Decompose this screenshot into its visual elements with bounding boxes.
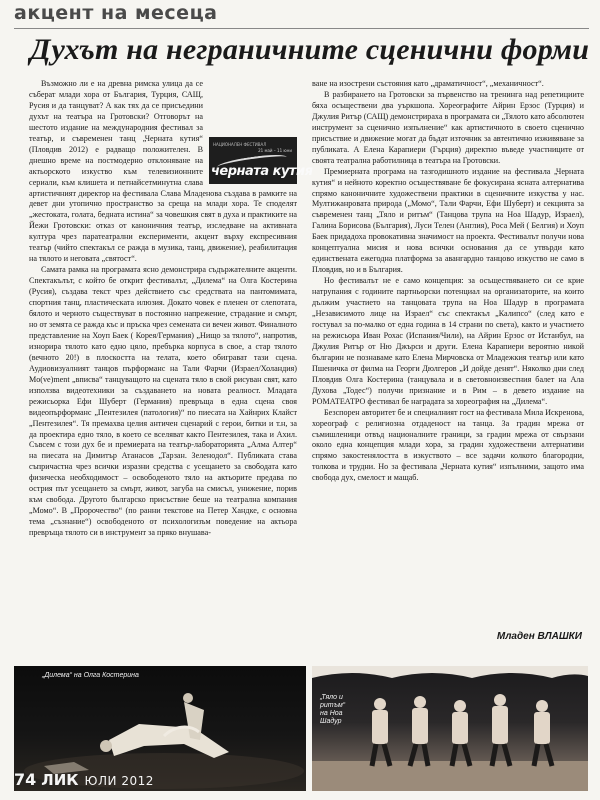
- paragraph: Възможно ли е на древна римска улица да се съберат млади хора от България, Турция, САЩ, Русия и да танцуват? А как тях да се присъедини духът на театъра на Гротовски? Отговорът на шестото издание на международния фестивал за театър, и съвременен танц „Черната кутия“ (Пловдив 2012) е радващо положителен. В днешно време на постмодерно отклоняване на актьорското изкуство към телевизионните сериали, към клишета и петнайсетминутна слава артистичният директор на фестивала Славa Младенова създава в рамките на девет дни утопично пространство за среща на млади хора. Те споделят „жестоката, голата, бедната истина“ за човешкия свят в духа и практиките на Йежи Гротовски: отказ от каноничния театър, изследване на активната култура чрез паратеатрални експерименти, акцент върху експресивния театър (чийто спектакъл се ражда в музика, танц, движение), реабилитация на тялото и неговата „святост“.: [29, 79, 297, 264]
- body-and-rhythm-photo: [312, 666, 588, 791]
- section-rubric: акцент на месеца: [14, 2, 218, 24]
- photo-caption: „Дилема“ на Олга Костерина: [42, 672, 139, 679]
- poster-heading: НАЦИОНАЛЕН ФЕСТИВАЛ: [213, 142, 267, 147]
- page-footer: [14, 770, 154, 794]
- article-column-left: [29, 79, 313, 658]
- paragraph: Самата рамка на програмата ясно демонстрира съдържателните акценти. Спектакълът, с който бе открит фестивалът, „Дилема“ на Олга Костерина (Русия), създава текст чрез действието със средствата на пантомимата, спортния танц, пластическата илюзия. Докато човек е пленен от слепотата, бялото и черното съществуват в постоянно напрежение, страдание и смърт, но от земята се ражда къс и пръска чрез семената си вечен живот. Финалното представление на Хоуп Баек ( Корея/Германия) „Нищо за тялото“, напротив, изнорира тялото като едно цяло, пребърка корпуса в свое, а стар тялото (вечното 20!) в плоскостта на телата, което обиграват тази сцена. Аудиовизуалният танцов пърформанс на Тали Фарчи (Израел/Холандия) Mo(ve)ment „вписва“ танцуващото на сцената тяло в свой рисуван свят, като използва видеотехники за създаването на новата реалност. Младата режисьорка Ефи Шуберт (Германия) превръща в една сцена своя видеопърформанс „Пентезилея (патология)“ по пиесата на Хайнрих Клайст „Пентезилея“. Тя премахва целия античен сценарий с герои, битки и т.н, за да проектира едно тяло, в което се вселяват както Пентезилея, така и Ахил. Съвсем с този дух бе и премиерата на театър-лабораторията „Алма Алтер“ на пиесата на Димитър Атанасов „Тарзан. Зеленодол“. Публиката става съпричастна чрез всички изразни средства с усещането за свободата като физическа необходимост – освободеното тяло на актьорите предава по острия път усещането за смърт, живот, загуба на смисъл, унижение, порив към свобода. Другото българско присъствие беше на театрална компания „Момо“. В „Пророчество“ (по ранни текстове на Петер Хандке, с основна тема „съзнание“) освободеното от психологизъм поведение на актьора превръща тялото си в инструмент за пряко внушава-: [29, 265, 297, 538]
- paragraph: ване на изострени състояния като „драматичност“, „механичност“.: [312, 79, 544, 88]
- paragraph: В разбирането на Гротовски за първенство на тренинга над репетициите бяха осъществени два уъркшопа. Хореографите Айрин Ерзос (Турция) и Джулия Ритър (САЩ) демонстрираха в програмата си „Тялото като абсолютен инструмент за сценично изпълнение“ как артистичното в своето сценично присъствие и движение могат да бъдат източник за автентично изживяване за публиката. А Елена Карапиери (Гърция) директно въведе участниците от своята театрална работилница в театъра на Гротовски.: [312, 89, 584, 165]
- poster-dates: 21 май – 11 юни: [258, 148, 292, 153]
- paragraph: Премиерната програма на тазгодишното издание на фестивала „Черната кутия“ и нейното коректно осъществяване бе фокусирана ясната алтернатива спрямо каноничните художествени практики в сценичните изкуства у нас. Мултижанровата природа („Момо“, Тали Фарчи, Ефи Шуберт) и секцията за съвременен танц „Тяло и ритъм“ (Танцова трупа на Ноа Шадур, Израел), Галина Борисова (България), Луси Телен (Англия), Роса Мей ( Белгия) и Хоуп Баек придадоха провокативна значимост на проекта. Фестивалът получи нова концептуална мисия и нова всички основания да се утвърди като единствената ежегодна платформа за авангардно танцово изкуство не само в Пловдив, но и в България.: [312, 166, 584, 275]
- paragraph: Безспорен авторитет бе и специалният гост на фестивала Мила Искренова, хореограф с религиозна отдаденост на танца. За градин мрежа от съмишленици отвъд националните граници, за градин мрежа от свързани около една концепция млади хора, за градин художествени алтернативи спрямо закостенялостта в изкуството – все задачи колкото благородни, толкова и трудни. Но за фестивала „Черната кутия“ изпълними, защото има свобода дух, смелост и мащаб.: [312, 407, 584, 483]
- photo-caption: „Тяло и ритъм“ на Ноа Шадур: [320, 694, 346, 725]
- dance-troupe-illustration: [312, 666, 588, 791]
- poster-title: черната кутия: [211, 164, 313, 180]
- issue-date: ЮЛИ 2012: [84, 774, 154, 788]
- paragraph: Но фестивалът не е само концепция: за осъществяването си се крие натрупания с годините партньорски потенциал на организаторите, на които дължим участието на танцовата трупа на Ноа Шадур в програмата „Независимото лице на Израел“ със спектакъл „Калипсо“ (след като е гостувал за по-малко от една година в 14 страни по света), както и участието на режисьора Иван Рохас (Испания/Чили), на Айрин Ерзос от Истанбул, на Джулия Ритър от Ню Джърси и други. Елена Карапиери вероятно никой българин не познаваме като Елена Мирчовска от Младежкия театър или като Пшеничка от филма на Георги Дюлгеров „И дойде денят“. Няколко дни след Пловдив Олга Костерина (танцувала и в световноизвестния балет на Ала Духова „Тодес“) получи признание и в Рим – в девето издание на РОМАТЕАТРО фестивал бе наградата за хореография на „Дилема“.: [312, 276, 584, 406]
- magazine-name: ЛИК: [41, 771, 79, 789]
- author-signature: Младен ВЛАШКИ: [496, 631, 582, 642]
- festival-poster-image: [209, 137, 313, 184]
- article-column-right: [312, 79, 584, 625]
- page-number: 74: [14, 770, 37, 789]
- article-headline: Духът на неграничните сценични форми: [30, 33, 590, 66]
- rubric-divider: [14, 28, 589, 29]
